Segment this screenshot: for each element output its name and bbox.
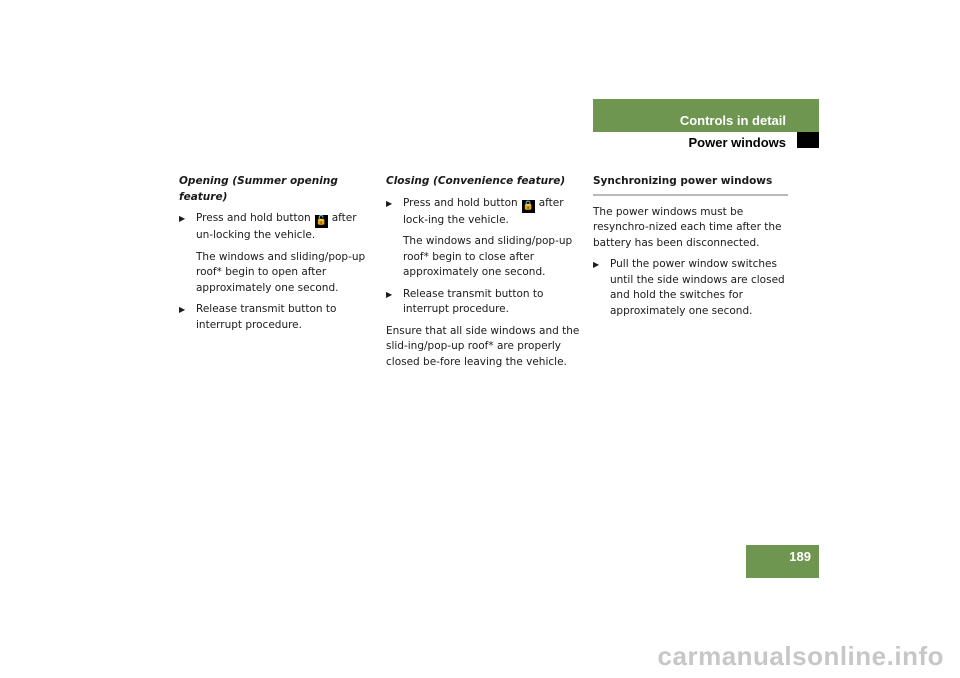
closing-note: The windows and sliding/pop-up roof* begin to close after approximately one second.: [403, 235, 573, 278]
header-marker: [797, 132, 819, 148]
opening-step-1-prefix: Press and hold button: [196, 212, 311, 224]
page-number-box: [746, 545, 819, 578]
closing-step-1-prefix: Press and hold button: [403, 196, 518, 209]
synchronizing-step-1-text: Pull the power window switches until the side windows are closed and hold the switches for approximately one second.: [610, 258, 785, 317]
closing-step-1: [386, 196, 581, 229]
synchronizing-intro: The power windows must be resynchro-nized each time after the battery has been disconnected.: [593, 205, 782, 249]
opening-step-1: [179, 211, 374, 244]
opening-step-1-suffix: after un-locking the vehicle.: [196, 212, 357, 241]
closing-step-2-text: Release transmit button to interrupt procedure.: [403, 287, 544, 315]
bullet-arrow-icon: ▶: [386, 289, 393, 299]
closing-step-2: [386, 287, 581, 318]
watermark: carmanualsonline.info: [657, 641, 944, 671]
lock-icon: 🔒: [522, 200, 534, 211]
closing-heading: Closing (Convenience feature): [386, 175, 566, 187]
closing-paragraph: Ensure that all side windows and the slid-ing/pop-up roof* are properly closed be-fore leaving the vehicle.: [386, 324, 580, 368]
page-title: Power windows: [688, 135, 786, 150]
unlock-icon: 🔓: [315, 216, 327, 226]
opening-note: The windows and sliding/pop-up roof* begin to open after approximately one second.: [196, 250, 366, 294]
column-opening: [179, 174, 374, 339]
page-number: 189: [789, 549, 811, 564]
bullet-arrow-icon: ▶: [386, 198, 393, 208]
section-title: Controls in detail: [679, 113, 786, 128]
bullet-arrow-icon: ▶: [593, 260, 600, 269]
column-synchronizing: [593, 174, 788, 325]
opening-heading: Opening (Summer opening feature): [179, 175, 338, 203]
synchronizing-heading: Synchronizing power windows: [593, 174, 788, 196]
closing-step-1-suffix: after lock-ing the vehicle.: [403, 196, 564, 226]
column-closing: [386, 174, 581, 376]
bullet-arrow-icon: ▶: [179, 305, 186, 314]
opening-step-2-text: Release transmit button to interrupt procedure.: [196, 303, 337, 331]
opening-step-2: [179, 302, 374, 333]
bullet-arrow-icon: ▶: [179, 214, 186, 223]
synchronizing-step-1: [593, 257, 788, 319]
